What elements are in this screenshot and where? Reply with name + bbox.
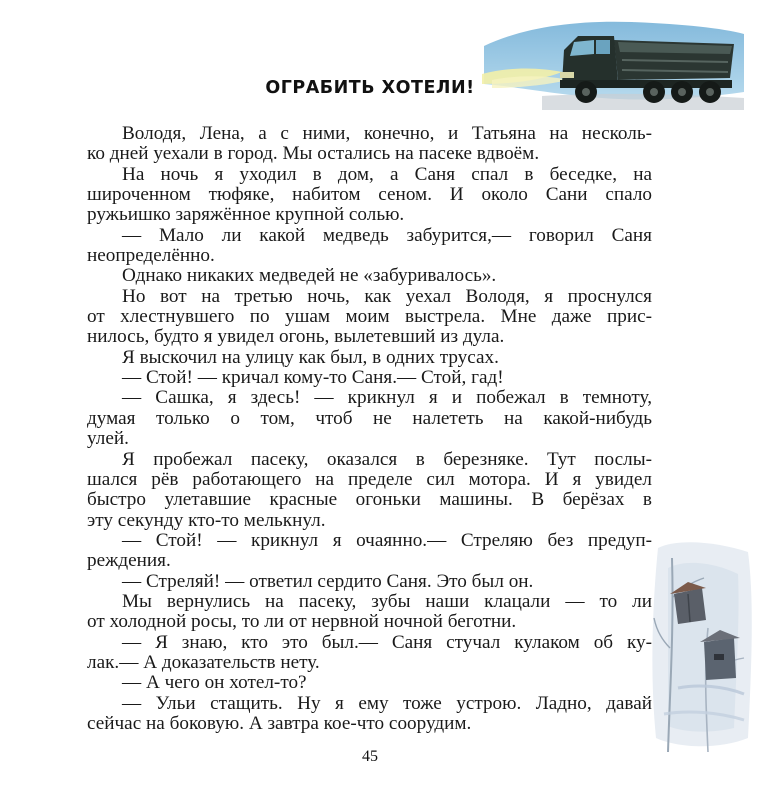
paragraph bbox=[87, 285, 652, 348]
text-line: Однако никаких медведей не «забуривалось». bbox=[122, 265, 497, 287]
text-line: от холодной росы, то ли от нервной ночной беготни. bbox=[87, 611, 517, 633]
text-line: улей. bbox=[87, 428, 129, 450]
text-line: — Ульи стащить. Ну я ему тоже устрою. Ладно, давай bbox=[122, 692, 652, 714]
paragraph bbox=[87, 590, 652, 633]
text-line: шался рёв работающего на пределе сил мотора. И я увидел bbox=[87, 468, 652, 490]
text-line: неопределённо. bbox=[87, 245, 215, 267]
text-line: — Стой! — крикнул я очаянно.— Стреляю без предуп- bbox=[122, 529, 652, 551]
text-line: Но вот на третью ночь, как уехал Володя, я проснулся bbox=[122, 285, 652, 307]
text-line: думая только о том, чтоб не налететь на какой-нибудь bbox=[87, 407, 652, 429]
paragraph bbox=[87, 631, 652, 674]
text-line: — Сашка, я здесь! — крикнул я и побежал в темноту, bbox=[122, 387, 652, 409]
text-line: На ночь я уходил в дом, а Саня спал в беседке, на bbox=[122, 163, 652, 185]
text-line: эту секунду кто-то мелькнул. bbox=[87, 509, 326, 531]
text-line: Мы вернулись на пасеку, зубы наши клацали — то ли bbox=[122, 590, 652, 612]
paragraph bbox=[122, 368, 652, 388]
paragraph bbox=[87, 224, 652, 267]
text-line: — А чего он хотел-то? bbox=[122, 672, 307, 694]
paragraph bbox=[87, 692, 652, 735]
text-line: нилось, будто я увидел огонь, вылетевший из дула. bbox=[87, 326, 505, 348]
text-line: быстро улетавшие красные огоньки машины. В берёзах в bbox=[87, 489, 652, 511]
text-line: — Мало ли какой медведь забурится,— говорил Саня bbox=[122, 224, 652, 246]
paragraph bbox=[87, 163, 652, 226]
text-line: сейчас на боковую. А завтра кое-что соорудим. bbox=[87, 712, 472, 734]
paragraph bbox=[122, 572, 652, 592]
paragraph bbox=[87, 123, 652, 165]
text-line: Я пробежал пасеку, оказался в березняке. Тут послы- bbox=[122, 448, 652, 470]
paragraph bbox=[87, 529, 652, 572]
text-line: реждения. bbox=[87, 550, 171, 572]
text-line: ружьишко заряжённое крупной солью. bbox=[87, 204, 405, 226]
paragraph bbox=[87, 387, 652, 450]
text-line: — Стреляй! — ответил сердито Саня. Это был он. bbox=[122, 570, 534, 592]
text-line: от хлестнувшего по ушам моим выстрела. Мне даже прис- bbox=[87, 306, 652, 328]
paragraph bbox=[122, 673, 652, 693]
winter-beehive-illustration bbox=[648, 538, 756, 752]
paragraph bbox=[122, 266, 652, 286]
text-line: широченном тюфяке, набитом сеном. И около Сани спало bbox=[87, 184, 652, 206]
text-line: лак.— А доказательств нету. bbox=[87, 651, 320, 673]
paragraph bbox=[122, 348, 652, 368]
page-number: 45 bbox=[362, 748, 378, 765]
text-line: Я выскочил на улицу как был, в одних трусах. bbox=[122, 346, 499, 368]
text-line: — Стой! — кричал кому-то Саня.— Стой, гад! bbox=[122, 367, 504, 389]
text-line: Володя, Лена, а с ними, конечно, и Татьяна на несколь- bbox=[122, 123, 652, 144]
text-line: ко дней уехали в город. Мы остались на пасеке вдвоём. bbox=[87, 143, 540, 165]
story-text bbox=[87, 123, 652, 734]
chapter-title: ОГРАБИТЬ ХОТЕЛИ! bbox=[265, 78, 475, 98]
paragraph bbox=[87, 448, 652, 531]
text-line: — Я знаю, кто это был.— Саня стучал кулаком об ку- bbox=[122, 631, 652, 653]
